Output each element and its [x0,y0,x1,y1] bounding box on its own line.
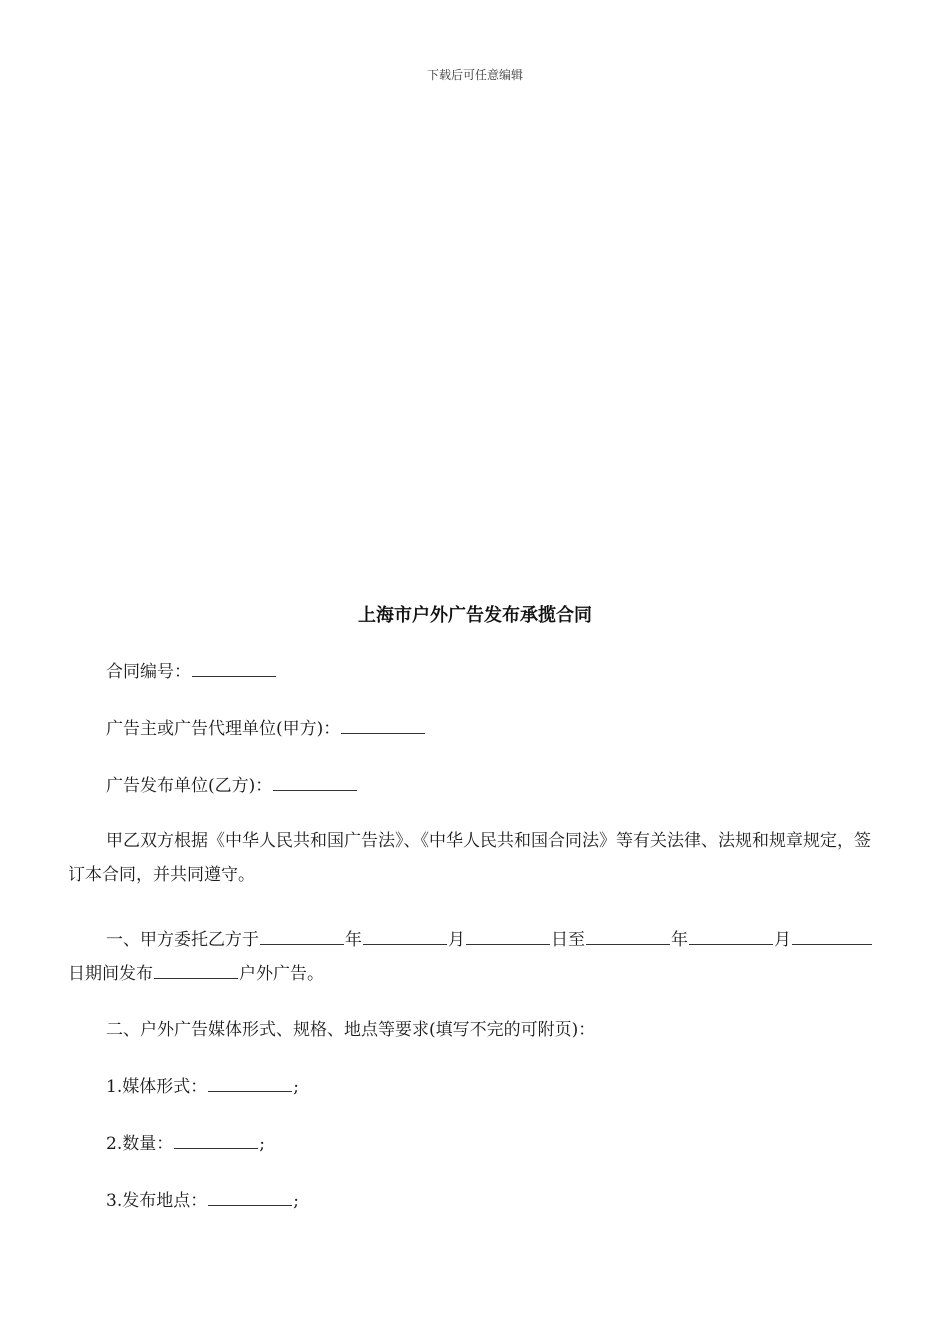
location-semicolon: ; [293,1191,299,1211]
party-b-label: 广告发布单位(乙方)： [106,776,273,796]
quantity-label: 2.数量： [106,1134,174,1154]
document-title: 上海市户外广告发布承揽合同 [358,605,592,626]
page-header-note: 下载后可任意编辑 [426,68,523,82]
clause-one-paragraph [68,923,883,991]
start-year-blank[interactable] [260,943,344,945]
end-day-blank[interactable] [792,943,872,945]
contract-number-blank[interactable] [192,675,276,677]
media-form-semicolon: ; [293,1077,299,1097]
clause-one-month2: 月 [774,930,791,950]
start-day-blank[interactable] [466,943,550,945]
quantity-line [68,1127,883,1161]
location-label: 3.发布地点： [106,1191,208,1211]
clause-one-day-to: 日至 [551,930,585,950]
clause-one-period: 日期间发布 [68,964,153,984]
media-form-label: 1.媒体形式： [106,1077,208,1097]
party-a-label: 广告主或广告代理单位(甲方)： [106,719,341,739]
party-a-line [68,712,883,746]
clause-one-month: 月 [448,930,465,950]
contract-number-label: 合同编号： [106,662,191,682]
end-month-blank[interactable] [689,943,773,945]
start-month-blank[interactable] [363,943,447,945]
location-line [68,1184,883,1218]
contract-number-line [68,655,883,689]
party-b-blank[interactable] [273,789,357,791]
media-form-blank[interactable] [208,1090,292,1092]
quantity-blank[interactable] [174,1147,258,1149]
end-year-blank[interactable] [586,943,670,945]
clause-two-paragraph: 二、户外广告媒体形式、规格、地点等要求(填写不完的可附页)： [106,1020,596,1040]
preamble-paragraph: 甲乙双方根据《中华人民共和国广告法》、《中华人民共和国合同法》等有关法律、法规和规章规定，签订本合同，并共同遵守。 [68,831,871,885]
clause-one-suffix: 户外广告。 [239,964,324,984]
party-a-blank[interactable] [341,732,425,734]
quantity-semicolon: ; [259,1134,265,1154]
clause-one-prefix: 一、甲方委托乙方于 [106,930,259,950]
clause-one-year2: 年 [671,930,688,950]
party-b-line [68,769,883,803]
location-blank[interactable] [208,1204,292,1206]
media-form-line [68,1070,883,1104]
clause-one-year: 年 [345,930,362,950]
ad-content-blank[interactable] [154,977,238,979]
